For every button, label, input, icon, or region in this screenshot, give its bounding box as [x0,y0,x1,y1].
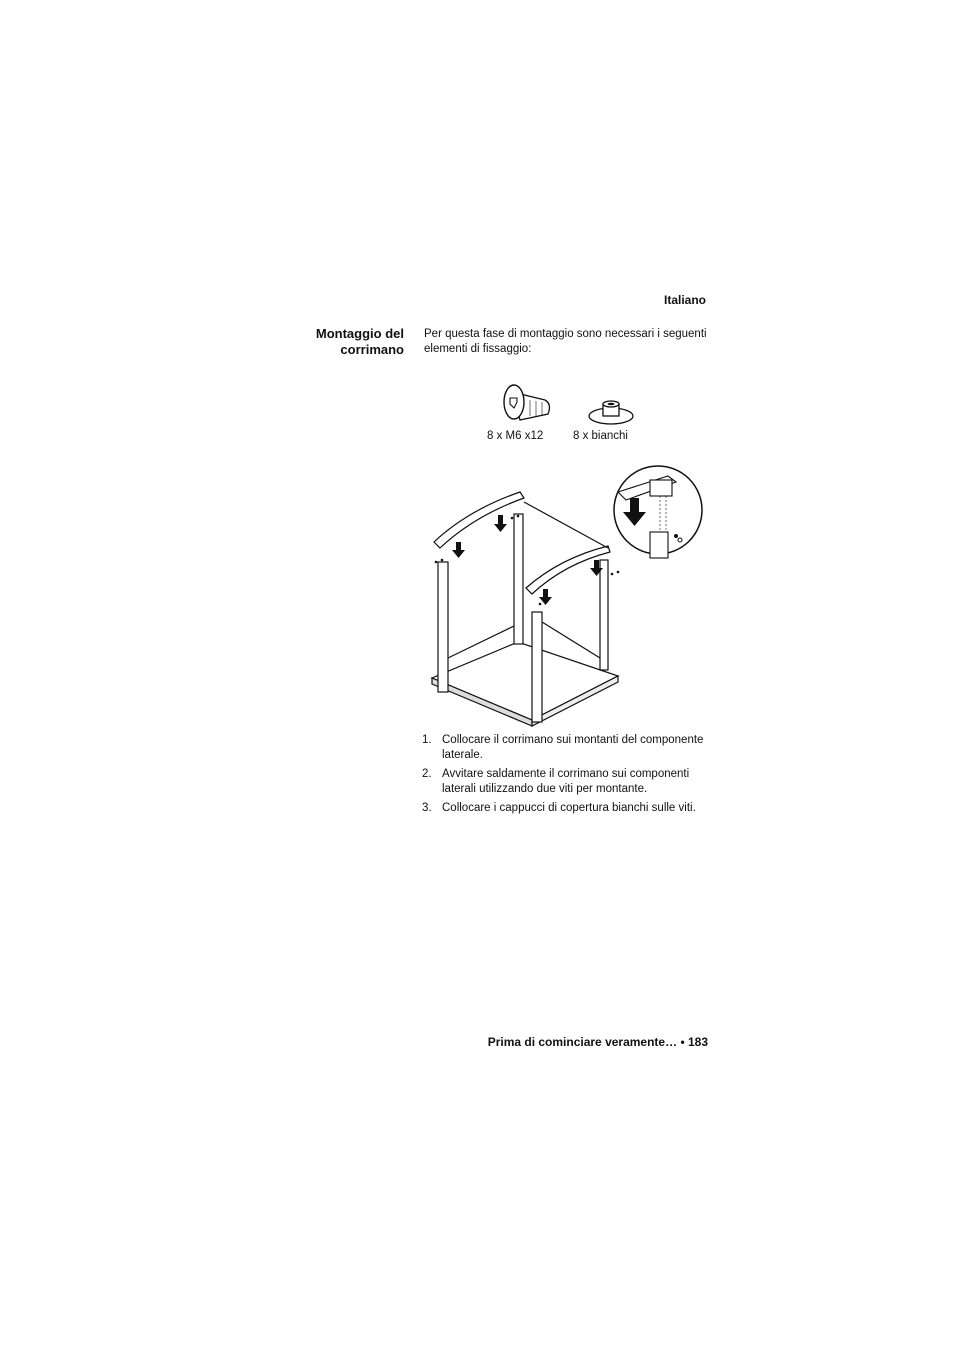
cap-icon [583,378,643,428]
step-text: Avvitare saldamente il corrimano sui componenti laterali utilizzando due viti per montante. [442,768,690,795]
section-title [284,326,404,358]
cap-quantity-label: 8 x bianchi [573,430,628,442]
list-item [422,767,718,797]
platform-base [432,642,618,720]
handrail-left [434,492,524,548]
page-footer: Prima di cominciare veramente… • 183 [487,1035,708,1049]
detail-magnifier [614,466,702,558]
step-number: 1. [422,734,432,746]
language-label: Italiano [663,293,706,307]
section-title-line-1: Montaggio del [315,326,404,341]
step-text: Collocare il corrimano sui montanti del componente laterale. [442,734,704,761]
upright-front-right [532,612,542,722]
fasteners-list [480,378,650,448]
steps-list [422,733,718,820]
list-item [422,801,718,816]
arrow-down-icon [452,542,465,558]
upright-back-right [600,560,608,670]
list-item [422,733,718,763]
screw-icon [490,378,560,428]
section-title-line-2: corrimano [340,342,404,357]
step-text: Collocare i cappucci di copertura bianchi sulle viti. [442,802,696,814]
step-number: 2. [422,768,432,780]
upright-back-left [514,514,523,644]
handrail-assembly-illustration [428,462,706,732]
arrow-down-icon [494,515,507,532]
upright-front-left [438,562,448,692]
screw-quantity-label: 8 x M6 x12 [487,430,544,442]
intro-text: Per questa fase di montaggio sono necessari i seguenti elementi di fissaggio: [424,328,707,355]
step-number: 3. [422,802,432,814]
